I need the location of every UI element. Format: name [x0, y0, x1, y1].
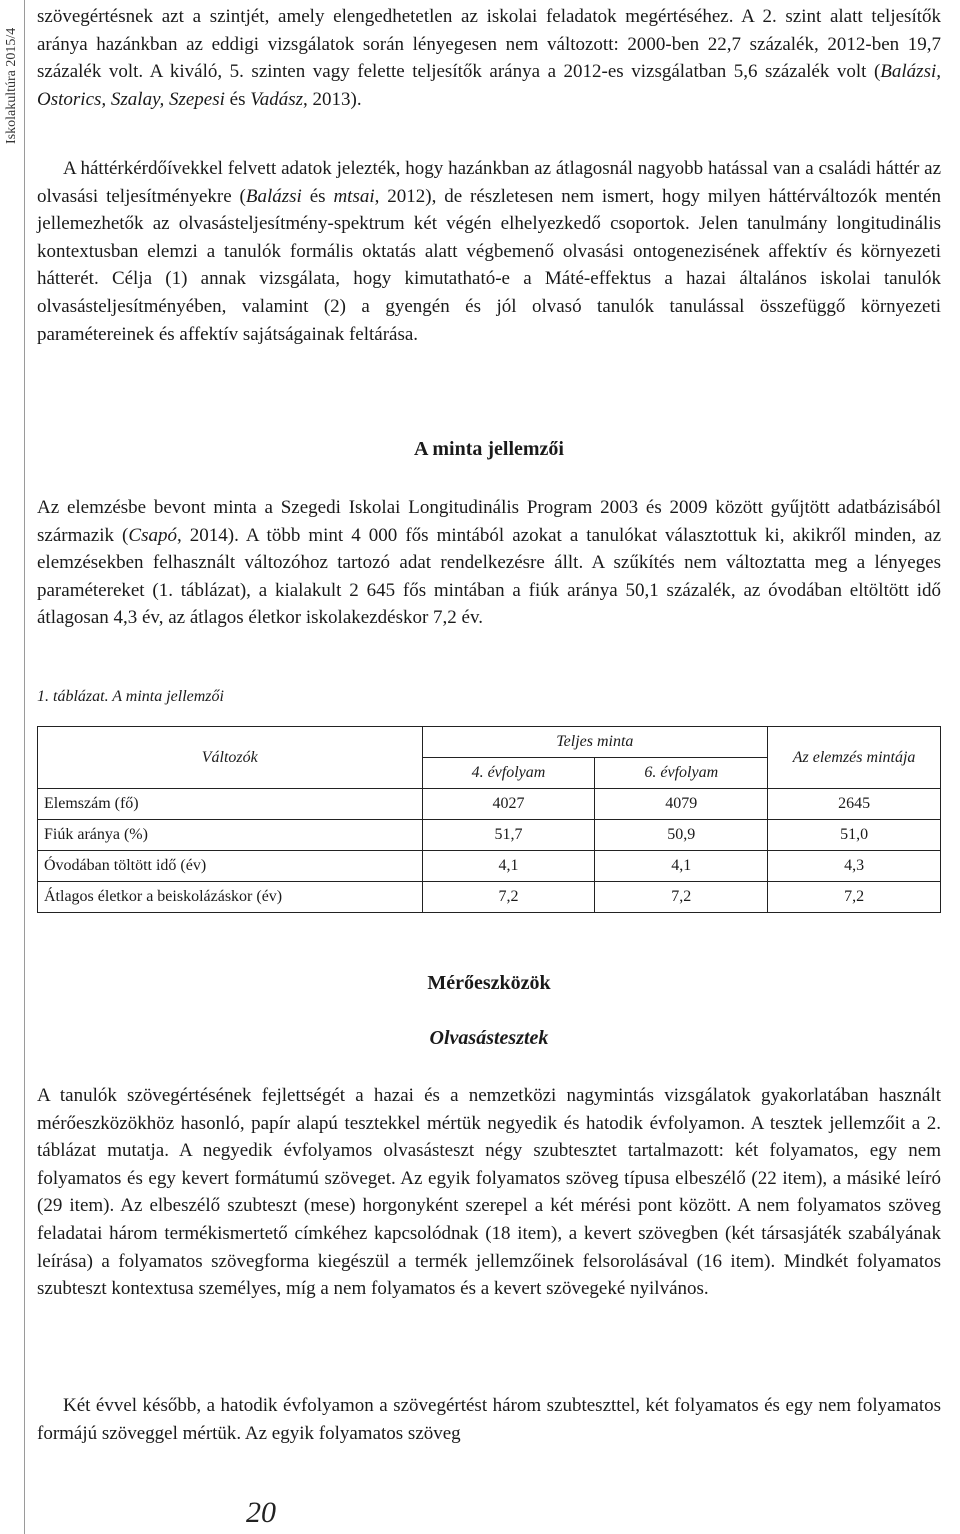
subsection-heading-tests: Olvasástesztek: [429, 1027, 549, 1049]
cell-grade6: 50,9: [595, 820, 768, 851]
citation: mtsai: [333, 185, 375, 207]
header-variables: Változók: [38, 727, 423, 789]
cell-grade4: 51,7: [422, 820, 595, 851]
cell-analysis: 51,0: [768, 820, 941, 851]
citation: Balázsi: [245, 185, 302, 207]
citation: Balázsi, Ostorics, Szalay, Szepesi: [37, 61, 941, 110]
header-full-sample: Teljes minta: [422, 727, 768, 758]
table-row: [38, 789, 941, 820]
header-grade-6: 6. évfolyam: [595, 758, 768, 789]
row-label: Elemszám (fő): [38, 789, 423, 820]
row-label: Óvodában töltött idő (év): [38, 851, 423, 882]
table-caption: 1. táblázat. A minta jellemzői: [37, 688, 224, 705]
header-grade-4: 4. évfolyam: [422, 758, 595, 789]
row-label: Fiúk aránya (%): [38, 820, 423, 851]
table-row: [38, 851, 941, 882]
sample-table: [37, 726, 941, 913]
cell-analysis: 2645: [768, 789, 941, 820]
cell-grade4: 7,2: [422, 882, 595, 913]
paragraph-background: A háttérkérdőívekkel felvett adatok jelezték, hogy hazánkban az átlagosnál nagyobb hatással van a családi háttér az olvasási teljesítményekre (Balázsi és mtsai, 2012), de részletesen nem ismert, hogy milyen háttérváltozók mentén jellemezhetők az olvasásteljesítmény-spektrum két végén elhelyezkedő csoportok. Jelen tanulmány longitudinális kontextusban elemzi a tanulók formális oktatás alatt végbemenő olvasási ontogenezisének affektív és környezeti hátterét. Célja (1) annak vizsgálata, hogy kimutatható-e a Máté-effektus a hazai általános iskolai tanulók olvasásteljesítményében, valamint (2) a gyengén és jól olvasó tanulók tanulással összefüggő környezeti paramétereinek és affektív sajátságainak feltárása.: [37, 158, 942, 345]
cell-grade6: 4079: [595, 789, 768, 820]
table-row: [38, 820, 941, 851]
paragraph-top: szövegértésnek azt a szintjét, amely elengedhetetlen az iskolai feladatok megértéséhez. A 2. szint alatt teljesítők aránya hazánkban az eddigi vizsgálatok során lényegesen nem változott: 2000-ben 22,7 százalék, 2012-ben 19,7 százalék volt. A kiváló, 5. szinten vagy felette teljesítők aránya a 2012-es vizsgálatban 5,6 százalék volt (Balázsi, Ostorics, Szalay, Szepesi és Vadász, 2013).: [37, 6, 941, 110]
cell-analysis: 7,2: [768, 882, 941, 913]
running-head: Iskolakultúra 2015/4: [4, 27, 19, 144]
section-heading-sample: A minta jellemzői: [414, 438, 564, 460]
cell-grade4: 4,1: [422, 851, 595, 882]
cell-grade6: 4,1: [595, 851, 768, 882]
table-row: [38, 882, 941, 913]
page-number: 20: [246, 1496, 276, 1529]
row-label: Átlagos életkor a beiskolázáskor (év): [38, 882, 423, 913]
paragraph-sample: Az elemzésbe bevont minta a Szegedi Iskolai Longitudinális Program 2003 és 2009 között gyűjtött adatbázisából származik (Csapó, 2014). A több mint 4 000 fős mintából azokat a tanulókat választottuk ki, akikről minden, az elemzésekben felhasznált változóhoz tartozó adat rendelkezésre állt. A szűkítés nem változtatta meg a lényeges paramétereket (1. táblázat), a kialakult 2 645 fős mintában a fiúk aránya 50,1 százalék, az óvodában eltöltött idő átlagosan 4,3 év, az átlagos életkor iskolakezdéskor 7,2 év.: [37, 497, 942, 629]
paragraph-grade6: Két évvel később, a hatodik évfolyamon a szövegértést három szubteszttel, két folyamatos és egy nem folyamatos formájú szöveggel mértük. Az egyik folyamatos szöveg: [37, 1395, 941, 1444]
cell-grade4: 4027: [422, 789, 595, 820]
citation: Vadász: [250, 88, 304, 110]
header-analysis-sample: Az elemzés mintája: [768, 727, 941, 789]
citation: Csapó: [128, 524, 177, 546]
paragraph-tests: A tanulók szövegértésének fejlettségét a hazai és a nemzetközi nagymintás vizsgálatok gyakorlatában használt mérőeszközökhöz hasonló, papír alapú tesztekkel mértük negyedik és hatodik évfolyamon. A tesztek jellemzőit a 2. táblázat mutatja. A negyedik évfolyamos olvasásteszt négy szubtesztet tartalmazott: két folyamatos, egy nem folyamatos és egy kevert formátumú szöveget. Az egyik folyamatos szöveg típusa elbeszélő (22 item), a másiké leíró (29 item). Az elbeszélő szubteszt (mese) horgonyként szerepel a két mérési pont között. A nem folyamatos szöveg feladatai három termékismertető címkéhez kapcsolódnak (18 item), a kevert szövegben (két társasjáték szabályának leírása) a folyamatos szövegforma kiegészül a termék jellemzőinek felsorolásával (16 item). Mindkét folyamatos szubteszt kontextusa személyes, míg a nem folyamatos és a kevert szövegeké nyilvános.: [37, 1085, 941, 1300]
section-heading-tools: Mérőeszközök: [427, 972, 551, 994]
cell-grade6: 7,2: [595, 882, 768, 913]
cell-analysis: 4,3: [768, 851, 941, 882]
side-tab: [0, 0, 25, 1534]
